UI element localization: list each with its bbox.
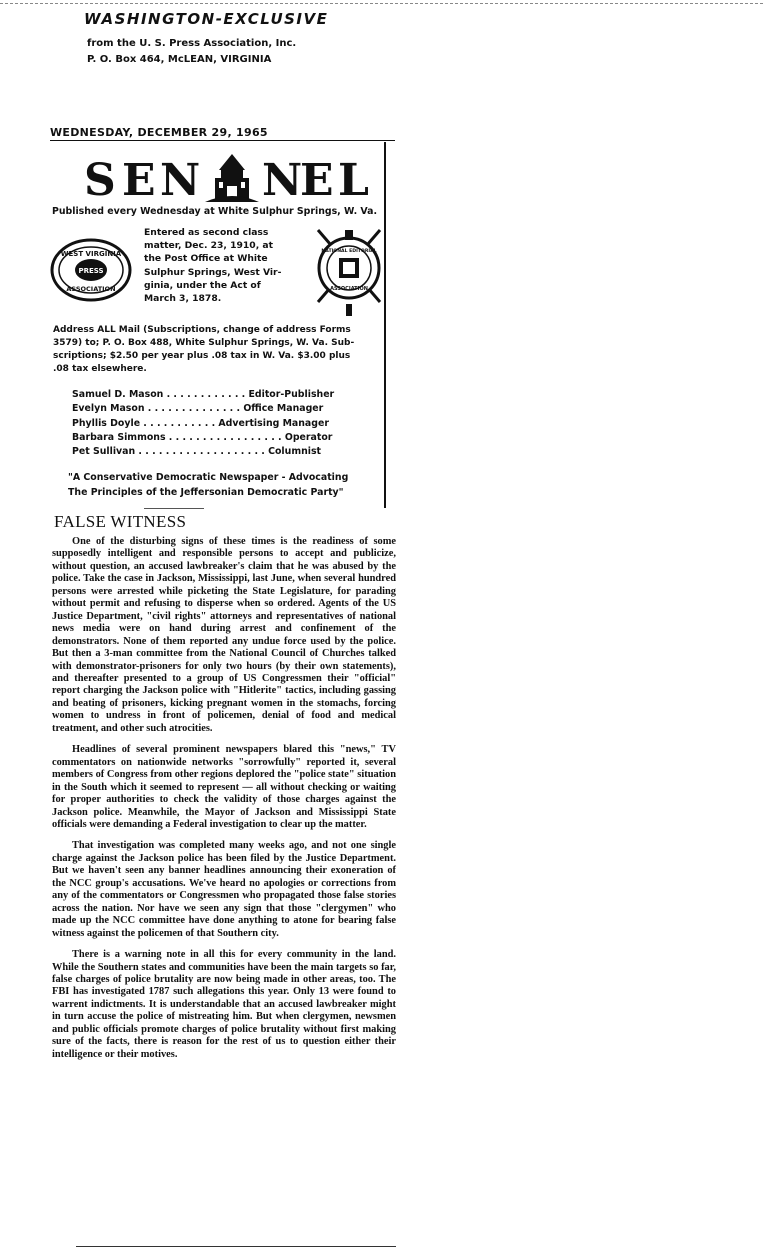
wv-seal-mid-text: PRESS (78, 267, 104, 275)
staff-name: Barbara Simmons (72, 431, 166, 443)
editorial-paragraph: That investigation was completed many weeks ago, and not one single charge against the Jackson police has been filed by the Justice Department. But we haven't seen any banner headlines announcing their exoneration of the NCC group's accusations. We've heard no apologies or corrections from any of the commentators or Congressmen who propagated those false stories across the nation. Nor have we seen any sign that those "clergymen" who made up the NCC committee have done anything to atone for bearing false witness against the policemen of that Southern city. (52, 840, 396, 939)
staff-row: Phyllis Doyle . . . . . . . . . . . Advertising Manager (72, 417, 329, 429)
bottom-rule (76, 1246, 396, 1247)
ne-seal-bottom-text: ASSOCIATION (330, 286, 368, 292)
staff-role: Office Manager (243, 403, 324, 415)
editorial-paragraph: One of the disturbing signs of these times is the readiness of some supposedly intelligent and responsible persons to accept and publicize, without question, an accused lawbreaker's claim that he was abused by the police. Take the case in Jackson, Mississippi, last June, when several hundred persons were arrested while picketing the State Legislature, for parading without permit and refusing to disperse when so ordered. Agents of the US Justice Department, "civil rights" attorneys and representatives of national news media were on hand during arrest and confinement of the demonstrators. None of them reported any undue force used by the police. But then a 3-man committee from the National Council of Churches talked with demonstrator-prisoners for only two hours (by their own statements), and thereafter presented to a group of US Congressmen their "official" report charging the Jackson police with "Hitlerite" tactics, including gassing and beating of prisoners, kicking pregnant women in the stomachs, forcing women to undress in front of policemen, denial of food and medical treatment, and other such atrocities. (52, 536, 396, 734)
staff-role: Columnist (268, 446, 322, 458)
staff-name: Pet Sullivan (72, 446, 136, 458)
staff-list (72, 388, 362, 459)
staff-name: Samuel D. Mason (72, 389, 164, 400)
mailing-address-notice: Address ALL Mail (Subscriptions, change of address Forms 3579) to; P. O. Box 488, White Sulphur Springs, W. Va. Sub- scriptions; $2.50 per year plus .08 tax in W. Va. $3.00 plus .08 tax elsewhere. (53, 325, 355, 374)
dateline: WEDNESDAY, DECEMBER 29, 1965 (50, 126, 395, 141)
editorial-paragraph: There is a warning note in all this for every community in the land. While the Southern states and communities have been the main targets so far, false charges of police brutality are now being made in other areas, too. The FBI has investigated 1787 such allegations this year. Only 13 were found to warrent indictments. It is understandable that an accused lawbreaker might in turn accuse the police of mistreating him. But when clergymen, newsmen and public officials promote charges of police brutality without first making sure of the facts, there is reason for the rest of us to question either their intelligence or their motives. (52, 949, 396, 1060)
staff-row: Evelyn Mason . . . . . . . . . . . . . . Office Manager (72, 403, 324, 415)
nameplate-letter: L (338, 155, 374, 206)
national-editorial-association-seal-icon (312, 222, 386, 322)
sentinel-tower-icon (201, 152, 263, 206)
nameplate-letter: N (160, 155, 206, 206)
staff-role: Operator (284, 431, 333, 443)
staff-row: Barbara Simmons . . . . . . . . . . . . . . . . . Operator (72, 431, 333, 443)
nameplate-letter: E (300, 155, 339, 206)
header-source: from the U. S. Press Association, Inc. (87, 38, 297, 49)
staff-name: Evelyn Mason (72, 403, 145, 415)
staff-role: Editor-Publisher (248, 389, 335, 400)
editorial-body (52, 536, 396, 1070)
header-title: WASHINGTON-EXCLUSIVE (84, 10, 329, 28)
masthead-bottom-rule (144, 508, 204, 509)
nameplate-letter: E (122, 155, 161, 206)
wv-seal-bottom-text: ASSOCIATION (66, 285, 116, 293)
top-dashed-rule (0, 3, 763, 4)
staff-role: Advertising Manager (218, 417, 329, 429)
staff-row: Pet Sullivan . . . . . . . . . . . . . . . . . . . Columnist (72, 446, 322, 458)
nameplate-letter: N (262, 155, 308, 206)
editorial-title: FALSE WITNESS (54, 512, 187, 531)
wv-seal-top-text: WEST VIRGINIA (60, 250, 122, 258)
wv-press-association-seal-icon (50, 238, 132, 302)
masthead (50, 142, 386, 508)
header-address: P. O. Box 464, McLEAN, VIRGINIA (87, 54, 272, 65)
publication-notice: Published every Wednesday at White Sulphur Springs, W. Va. (52, 206, 378, 217)
newspaper-motto: "A Conservative Democratic Newspaper - Advocating The Principles of the Jeffersonian Democratic Party" (68, 472, 349, 498)
nameplate-letter: S (84, 155, 121, 206)
staff-row: Samuel D. Mason . . . . . . . . . . . . Editor-Publisher (72, 389, 335, 400)
editorial-paragraph: Headlines of several prominent newspapers blared this "news," TV commentators on nationwide networks "sorrowfully" reported it, several members of Congress from other regions deplored the "police state" situation in the South which it seemed to represent — all without checking or waiting for proper authorities to check the validity of those charges against the Jackson police. Meanwhile, the Mayor of Jackson and Mississippi State officials were demanding a Federal investigation to clear up the matter. (52, 744, 396, 830)
entry-notice: Entered as second class matter, Dec. 23, 1910, at the Post Office at White Sulphur Springs, West Vir- ginia, under the Act of March 3, 1878. (144, 227, 282, 305)
ne-seal-top-text: NATIONAL EDITORIAL (321, 249, 377, 254)
staff-name: Phyllis Doyle (72, 417, 141, 429)
